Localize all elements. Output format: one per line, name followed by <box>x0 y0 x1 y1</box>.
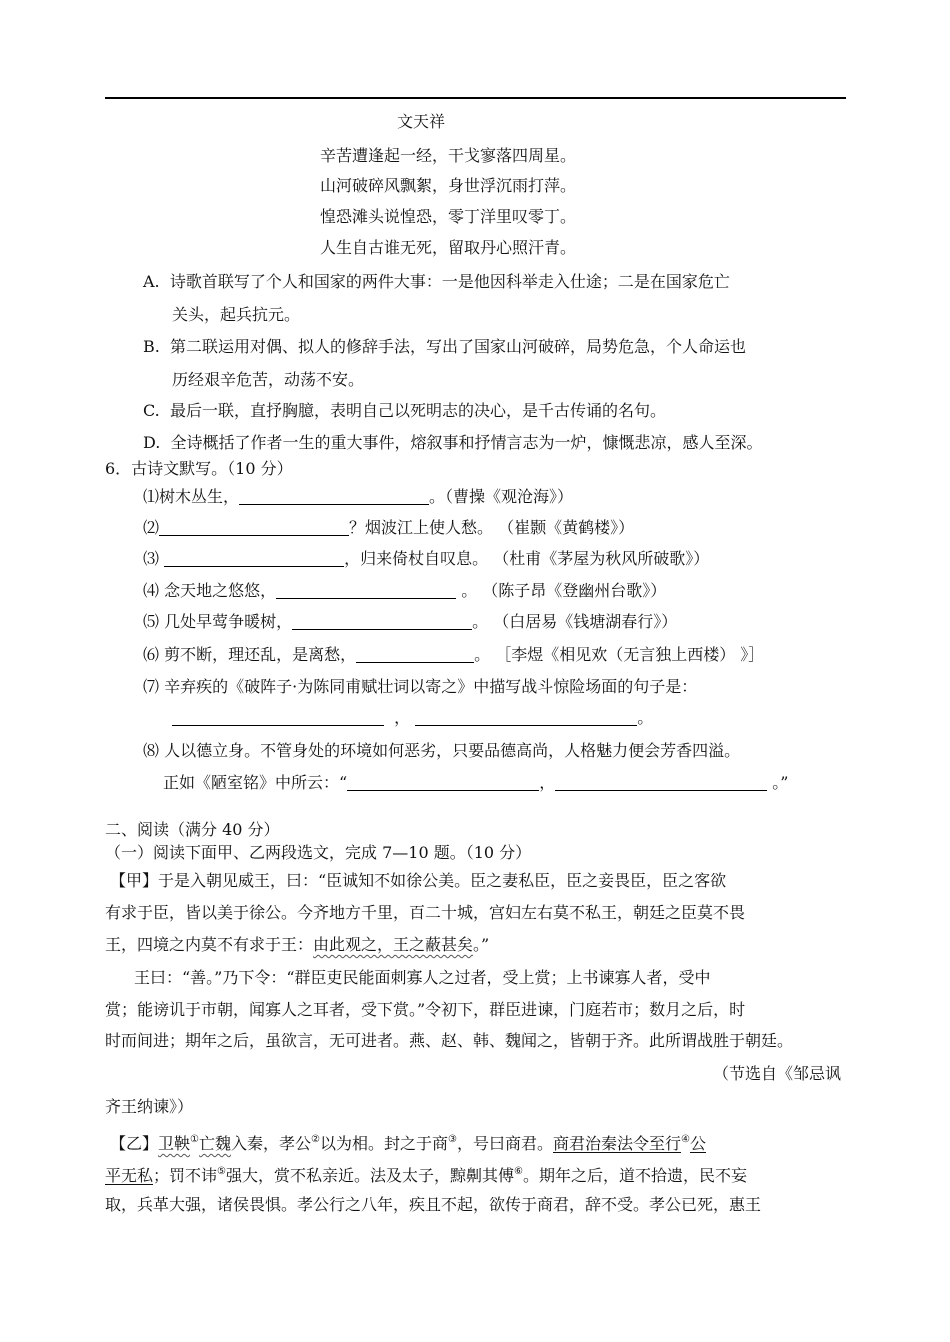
option-b <box>143 336 746 358</box>
option-a <box>143 271 730 293</box>
header-rule <box>105 97 846 99</box>
passage-source: 齐王纳谏》） <box>105 1097 194 1116</box>
answer-blank[interactable] <box>347 774 539 791</box>
option-label: A. <box>143 272 160 291</box>
fill-item-1: ⑴树木丛生， 。（曹操《观沧海》） <box>143 487 574 506</box>
passage-jia-line: 王，四境之内莫不有求于王：由此观之，王之蔽甚矣。” <box>105 935 490 954</box>
passage-jia-line: 赏；能谤讥于市朝，闻寡人之耳者，受下赏。”令初下，群臣进谏，门庭若市；数月之后，时 <box>105 1000 746 1019</box>
passage-yi-line: 【乙】卫鞅①亡魏入秦，孝公②以为相。封之于商③，号曰商君。商君治秦法令至行④公 <box>110 1134 706 1153</box>
fill-item-2: ⑵ ？烟波江上使人愁。 （崔颢《黄鹤楼》） <box>143 518 635 537</box>
answer-blank[interactable] <box>239 488 429 505</box>
answer-blank[interactable] <box>292 613 472 630</box>
passage-jia-line: 【甲】于是入朝见威王，曰：“臣诚知不如徐公美。臣之妻私臣，臣之妾畏臣，臣之客欲 <box>110 871 727 890</box>
fill-item-3: ⑶ ，归来倚杖自叹息。 （杜甫《茅屋为秋风所破歌》） <box>143 549 710 568</box>
option-b-cont: 历经艰辛危苦，动荡不安。 <box>172 370 365 389</box>
option-text: 第二联运用对偶、拟人的修辞手法，写出了国家山河破碎，局势危急，个人命运也 <box>170 337 747 356</box>
poem-line: 山河破碎风飘絮，身世浮沉雨打萍。 <box>320 176 577 195</box>
answer-blank[interactable] <box>555 774 767 791</box>
answer-blank[interactable] <box>164 550 344 567</box>
poem-line: 人生自古谁无死，留取丹心照汗青。 <box>320 238 577 257</box>
fill-item-8-blanks: 正如《陋室铭》中所云：“ ， 。” <box>163 773 789 792</box>
fill-item-8: ⑻ 人以德立身。不管身处的环境如何恶劣，只要品德高尚，人格魅力便会芳香四溢。 <box>143 741 741 760</box>
poem-line: 辛苦遭逢起一经，干戈寥落四周星。 <box>320 146 577 165</box>
fill-item-7-blanks: ， 。 <box>172 707 653 729</box>
option-text: 最后一联，直抒胸臆，表明自己以死明志的决心，是千古传诵的名句。 <box>169 401 666 420</box>
passage-yi-line: 取，兵革大强，诸侯畏惧。孝公行之八年，疾且不起，欲传于商君，辞不受。孝公已死，惠王 <box>105 1195 762 1214</box>
option-a-cont: 关头，起兵抗元。 <box>172 305 301 324</box>
option-d <box>143 432 763 454</box>
passage-jia-line: 有求于臣，皆以美于徐公。今齐地方千里，百二十城，宫妇左右莫不私王，朝廷之臣莫不畏 <box>105 903 746 922</box>
poem-author: 文天祥 <box>397 112 446 131</box>
answer-blank[interactable] <box>159 519 349 536</box>
option-text: 诗歌首联写了个人和国家的两件大事：一是他因科举走入仕途；二是在国家危亡 <box>169 272 730 291</box>
fill-item-4: ⑷ 念天地之悠悠， 。 （陈子昂《登幽州台歌》） <box>143 581 667 600</box>
option-label: C. <box>143 401 160 420</box>
option-c <box>143 400 666 422</box>
underlined-sentence: 平无私 <box>105 1166 154 1185</box>
section-heading: 二、阅读（满分 40 分） <box>105 820 280 839</box>
answer-blank[interactable] <box>415 709 637 726</box>
answer-blank[interactable] <box>356 646 474 663</box>
answer-blank[interactable] <box>276 582 456 599</box>
poem-line: 惶恐滩头说惶恐，零丁洋里叹零丁。 <box>320 207 577 226</box>
passage-jia-line: 王曰：“善。”乃下令：“群臣吏民能面刺寡人之过者，受上赏；上书谏寡人者，受中 <box>134 968 711 987</box>
option-label: D. <box>143 433 161 452</box>
option-text: 全诗概括了作者一生的重大事件，熔叙事和抒情言志为一炉，慷慨悲凉，感人至深。 <box>170 433 763 452</box>
wavy-underlined-phrase: 由此观之，王之蔽甚矣 <box>313 935 474 954</box>
fill-item-5: ⑸ 几处早莺争暖树， 。 （白居易《钱塘湖春行》） <box>143 612 678 631</box>
underlined-sentence: 商君治秦法令至行 <box>553 1134 682 1153</box>
answer-blank[interactable] <box>172 709 384 726</box>
passage-source: （节选自《邹忌讽 <box>713 1064 842 1083</box>
question-6-title: 6．古诗文默写。（10 分） <box>105 459 293 478</box>
subsection-heading: （一）阅读下面甲、乙两段选文，完成 7—10 题。（10 分） <box>105 843 532 862</box>
passage-yi-line: 平无私；罚不讳⑤强大，赏不私亲近。法及太子，黥劓其傅⑥。期年之后，道不拾遗，民不妄 <box>105 1166 747 1185</box>
fill-item-6: ⑹ 剪不断，理还乱，是离愁， 。 ［李煜《相见欢（无言独上西楼） 》］ <box>143 645 765 664</box>
fill-item-7: ⑺ 辛弃疾的《破阵子·为陈同甫赋壮词以寄之》中描写战斗惊险场面的句子是： <box>143 677 698 696</box>
passage-jia-line: 时而间进；期年之后，虽欲言，无可进者。燕、赵、韩、魏闻之，皆朝于齐。此所谓战胜于朝廷。 <box>105 1031 794 1050</box>
option-label: B. <box>143 337 160 356</box>
